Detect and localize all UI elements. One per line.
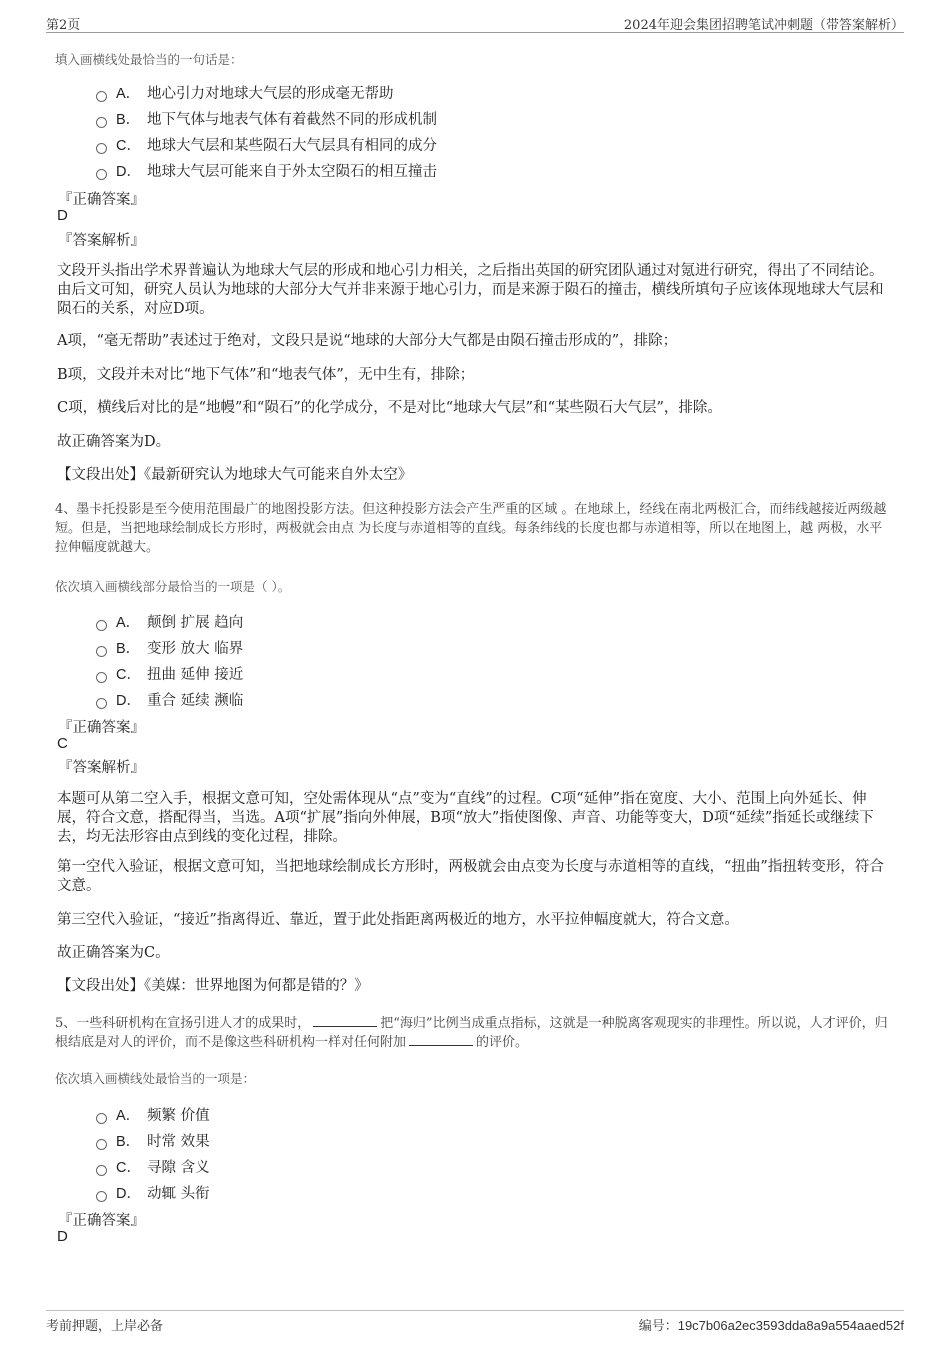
radio-icon[interactable]	[96, 1113, 107, 1124]
option-c[interactable]: C． 寻隙 含义	[96, 1156, 210, 1176]
page-footer	[46, 1310, 904, 1335]
question-prompt: 填入画横线处最恰当的一句话是：	[55, 52, 243, 67]
option-c[interactable]: C． 地球大气层和某些陨石大气层具有相同的成分	[96, 134, 437, 154]
analysis-paragraph: 故正确答案为D。	[57, 434, 171, 450]
radio-icon[interactable]	[96, 620, 107, 631]
analysis-paragraph: C项，横线后对比的是“地幔”和“陨石”的化学成分，不是对比“地球大气层”和“某些陨石大气层”，排除。	[57, 400, 722, 416]
analysis-paragraph: 第三空代入验证，“接近”指离得近、靠近，置于此处指距离两极近的地方，水平拉伸幅度就大，符合文意。	[57, 912, 739, 928]
answer-label: 『正确答案』	[58, 1213, 145, 1229]
option-b[interactable]: B． 时常 效果	[96, 1130, 210, 1150]
answer-value: D	[57, 207, 68, 224]
option-a[interactable]: A． 颠倒 扩展 趋向	[96, 611, 243, 631]
option-d[interactable]: D． 重合 延续 濒临	[96, 689, 243, 709]
analysis-paragraph: B项，文段并未对比“地下气体”和“地表气体”，无中生有，排除；	[57, 367, 475, 383]
radio-icon[interactable]	[96, 672, 107, 683]
document-code: 编号：19c7b06a2ec3593dda8a9a554aaed52f	[638, 1318, 904, 1334]
option-b[interactable]: B． 变形 放大 临界	[96, 637, 243, 657]
radio-icon[interactable]	[96, 698, 107, 709]
option-d[interactable]: D． 地球大气层可能来自于外太空陨石的相互撞击	[96, 160, 437, 180]
option-a[interactable]: A． 地心引力对地球大气层的形成毫无帮助	[96, 82, 394, 102]
answer-value: D	[57, 1228, 68, 1245]
answer-label: 『正确答案』	[58, 192, 145, 208]
answer-value: C	[57, 735, 68, 752]
analysis-paragraph: 故正确答案为C。	[57, 945, 170, 961]
option-c[interactable]: C． 扭曲 延伸 接近	[96, 663, 243, 683]
question-stem: 5、一些科研机构在宣扬引进人才的成果时， 把“海归”比例当成重点指标，这就是一种脱离客观现实的非理性。所以说，人才评价，归根结底是对人的评价，而不是像这些科研机构一样对任何附加 的评价。	[55, 1016, 888, 1050]
document-title: 2024年迎会集团招聘笔试冲刺题（带答案解析）	[623, 18, 904, 33]
option-b[interactable]: B． 地下气体与地表气体有着截然不同的形成机制	[96, 108, 437, 128]
radio-icon[interactable]	[96, 1165, 107, 1176]
option-a[interactable]: A． 频繁 价值	[96, 1104, 210, 1124]
source-citation: 【文段出处】《最新研究认为地球大气可能来自外太空》	[57, 467, 413, 483]
radio-icon[interactable]	[96, 117, 107, 128]
radio-icon[interactable]	[96, 1191, 107, 1202]
answer-label: 『正确答案』	[58, 720, 145, 736]
option-d[interactable]: D． 动辄 头衔	[96, 1182, 210, 1202]
page-header	[46, 12, 904, 33]
radio-icon[interactable]	[96, 1139, 107, 1150]
analysis-paragraph: 文段开头指出学术界普遍认为地球大气层的形成和地心引力相关，之后指出英国的研究团队通过对氪进行研究，得出了不同结论。由后文可知，研究人员认为地球的大部分大气并非来源于地心引力，而是来源于陨石的撞击，横线所填句子应该体现地球大气层和陨石的关系，对应D项。	[57, 263, 884, 317]
blank-line	[409, 1033, 473, 1046]
footer-slogan: 考前押题，上岸必备	[46, 1319, 164, 1334]
question-stem: 4、墨卡托投影是至今使用范围最广的地图投影方法。但这种投影方法会产生严重的区域 。在地球上，经线在南北两极汇合，而纬线越接近两级越短。但是，当把地球绘制成长方形时，两极就会由点 为长度与赤道相等的直线。每条纬线的长度也都与赤道相等，所以在地图上，越 两极，水平拉伸幅度就越大。	[55, 502, 887, 555]
analysis-label: 『答案解析』	[58, 233, 145, 249]
blank-line	[313, 1014, 377, 1027]
radio-icon[interactable]	[96, 91, 107, 102]
radio-icon[interactable]	[96, 169, 107, 180]
question-prompt: 依次填入画横线部分最恰当的一项是（ ）。	[55, 579, 291, 594]
analysis-paragraph: 第一空代入验证，根据文意可知，当把地球绘制成长方形时，两极就会由点变为长度与赤道相等的直线，“扭曲”指扭转变形，符合文意。	[57, 859, 884, 894]
analysis-paragraph: 本题可从第二空入手，根据文意可知，空处需体现从“点”变为“直线”的过程。C项“延伸”指在宽度、大小、范围上向外延长、伸展，符合文意，搭配得当，当选。A项“扩展”指向外伸展，B项“放大”指使图像、声音、功能等变大，D项“延续”指延长或继续下去，均无法形容由点到线的变化过程，排除。	[57, 791, 874, 845]
question-prompt: 依次填入画横线处最恰当的一项是：	[55, 1071, 256, 1086]
radio-icon[interactable]	[96, 143, 107, 154]
radio-icon[interactable]	[96, 646, 107, 657]
source-citation: 【文段出处】《美媒：世界地图为何都是错的？》	[57, 978, 369, 994]
analysis-label: 『答案解析』	[58, 760, 145, 776]
analysis-paragraph: A项，“毫无帮助”表述过于绝对，文段只是说“地球的大部分大气都是由陨石撞击形成的”，排除；	[57, 333, 678, 349]
page-number: 第2页	[46, 18, 81, 33]
